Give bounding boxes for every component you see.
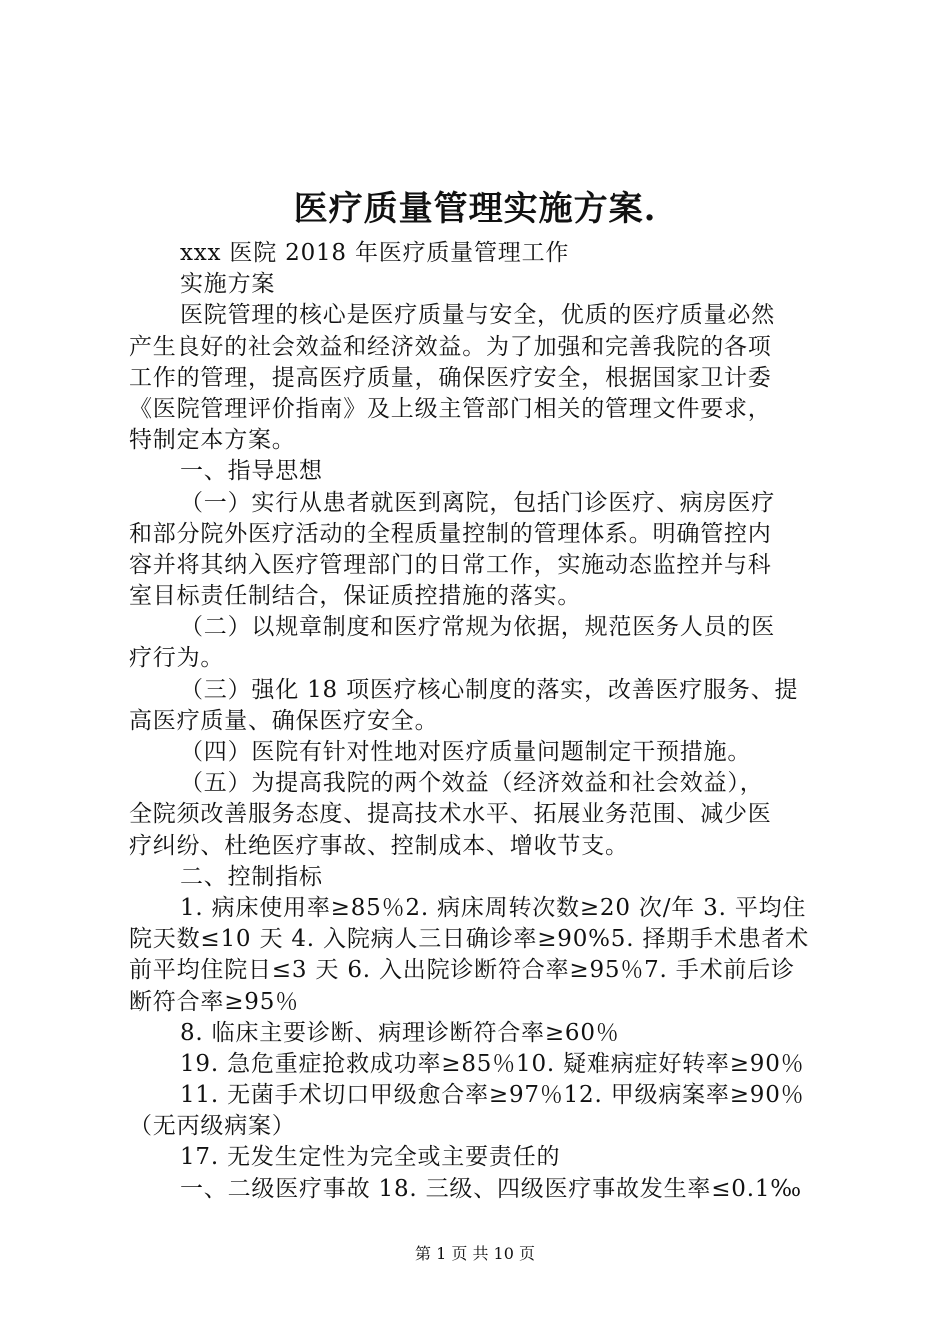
section-heading: 二、控制指标 (180, 863, 323, 890)
text-line: 疗纠纷、杜绝医疗事故、控制成本、增收节支。 (129, 832, 629, 859)
text-line: 全院须改善服务态度、提高技术水平、拓展业务范围、减少医 (129, 801, 772, 828)
text-line: 室目标责任制结合，保证质控措施的落实。 (129, 583, 582, 610)
text-line: （三）强化 18 项医疗核心制度的落实，改善医疗服务、提 (180, 676, 799, 703)
text-line: 《医院管理评价指南》及上级主管部门相关的管理文件要求， (129, 395, 772, 422)
text-line: 高医疗质量、确保医疗安全。 (129, 707, 439, 734)
text-line: 1. 病床使用率≥85％2. 病床周转次数≥20 次/年 3. 平均住 (180, 894, 807, 921)
text-line: 前平均住院日≤3 天 6. 入出院诊断符合率≥95％7. 手术前后诊 (129, 957, 795, 984)
text-line: 特制定本方案。 (129, 427, 296, 454)
document-body (129, 238, 841, 1205)
text-line: 和部分院外医疗活动的全程质量控制的管理体系。明确管控内 (129, 520, 772, 547)
page-footer: 第 1 页 共 10 页 (415, 1244, 535, 1263)
text-line: 11. 无菌手术切口甲级愈合率≥97％12. 甲级病案率≥90％ (180, 1082, 805, 1109)
text-line: 19. 急危重症抢救成功率≥85％10. 疑难病症好转率≥90％ (180, 1050, 805, 1077)
text-line: （一）实行从患者就医到离院，包括门诊医疗、病房医疗 (180, 489, 775, 516)
text-line: 8. 临床主要诊断、病理诊断符合率≥60％ (180, 1019, 620, 1046)
text-line: 17. 无发生定性为完全或主要责任的 (180, 1144, 561, 1171)
document-title: 医疗质量管理实施方案. (293, 189, 657, 229)
text-line: xxx 医院 2018 年医疗质量管理工作 (180, 240, 570, 266)
text-line: 疗行为。 (129, 645, 225, 672)
text-line: 院天数≤10 天 4. 入院病人三日确诊率≥90%5. 择期手术患者术 (129, 926, 810, 953)
text-line: 一、二级医疗事故 18. 三级、四级医疗事故发生率≤0.1‰ (180, 1175, 802, 1202)
text-line: 医院管理的核心是医疗质量与安全，优质的医疗质量必然 (180, 302, 775, 329)
text-line: 容并将其纳入医疗管理部门的日常工作，实施动态监控并与科 (129, 551, 772, 578)
section-heading: 一、指导思想 (180, 458, 323, 485)
text-line: 断符合率≥95％ (129, 988, 299, 1015)
text-line: 实施方案 (180, 271, 276, 298)
text-line: （无丙级病案） (129, 1113, 296, 1140)
text-line: 产生良好的社会效益和经济效益。为了加强和完善我院的各项 (129, 333, 772, 360)
text-line: （五）为提高我院的两个效益（经济效益和社会效益）， (180, 770, 764, 797)
text-line: 工作的管理，提高医疗质量，确保医疗安全，根据国家卫计委 (129, 364, 772, 391)
text-line: （二）以规章制度和医疗常规为依据，规范医务人员的医 (180, 614, 775, 641)
text-line: （四）医院有针对性地对医疗质量问题制定干预措施。 (180, 739, 752, 765)
